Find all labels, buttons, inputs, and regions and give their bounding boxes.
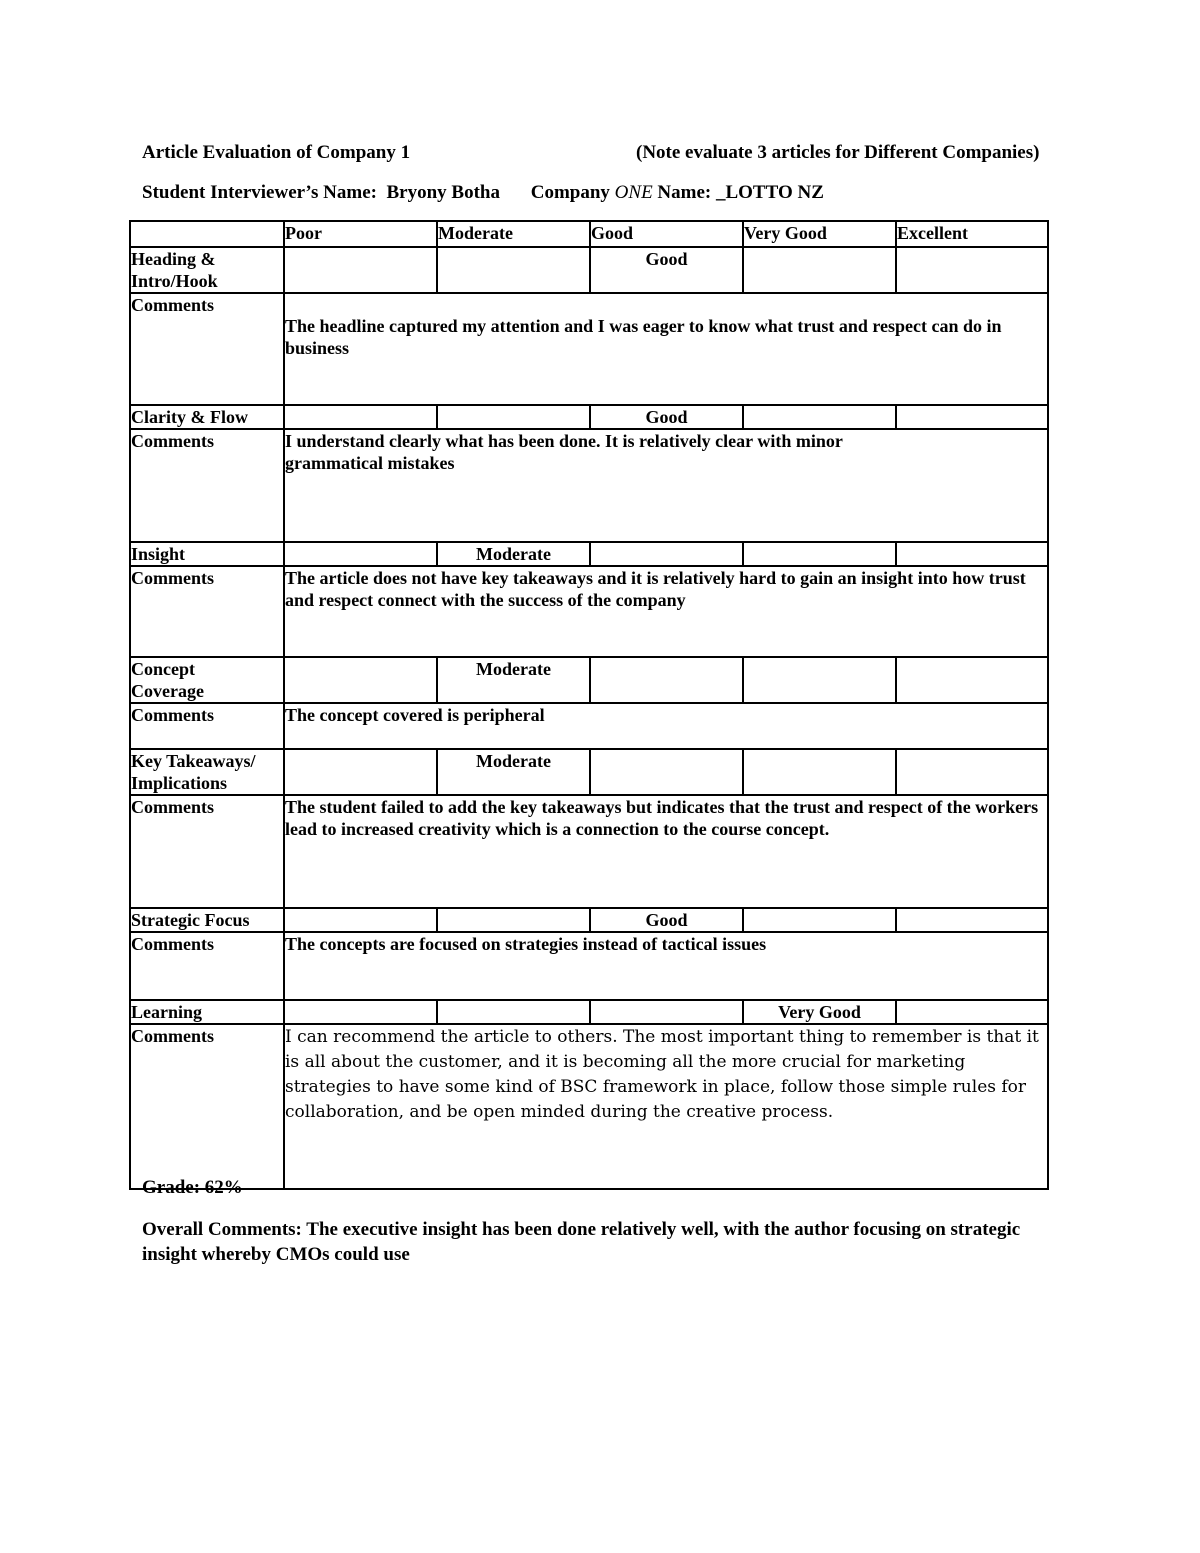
rating-value: Good: [590, 908, 743, 932]
rating-cell: [590, 542, 743, 566]
table-row: [130, 542, 1048, 566]
column-moderate: Moderate: [437, 221, 590, 247]
rating-cell: [743, 247, 896, 293]
document-title: Article Evaluation of Company 1: [142, 142, 411, 163]
rating-value: Very Good: [743, 1000, 896, 1024]
column-poor: Poor: [284, 221, 437, 247]
rating-cell: [896, 657, 1048, 703]
rating-cell: [590, 749, 743, 795]
criterion-label: Heading & Intro/Hook: [130, 247, 284, 293]
rating-cell: [284, 542, 437, 566]
column-very-good: Very Good: [743, 221, 896, 247]
comment-cell: [284, 795, 1048, 908]
rating-cell: [743, 542, 896, 566]
student-company-line: [142, 182, 824, 204]
comment-text: I understand clearly what has been done. It is relatively clear with minor grammatical mistakes: [285, 431, 843, 473]
rating-value: Good: [590, 247, 743, 293]
comment-row: [130, 795, 1048, 908]
rating-cell: [896, 542, 1048, 566]
table-row: [130, 657, 1048, 703]
rating-cell: [284, 405, 437, 429]
evaluation-table: [129, 220, 1049, 1190]
comment-cell: [284, 566, 1048, 657]
rating-cell: [743, 405, 896, 429]
rating-cell: [437, 908, 590, 932]
rating-cell: [284, 908, 437, 932]
rating-cell: [896, 908, 1048, 932]
rating-cell: [896, 749, 1048, 795]
rating-cell: [896, 247, 1048, 293]
criterion-label: Clarity & Flow: [130, 405, 284, 429]
grade: Grade: 62%: [142, 1177, 243, 1198]
comments-label: Comments: [130, 932, 284, 1000]
corner-cell: [130, 221, 284, 247]
criterion-label: Strategic Focus: [130, 908, 284, 932]
rating-scale-header: [130, 221, 1048, 247]
rating-cell: [284, 247, 437, 293]
company-name: _LOTTO NZ: [715, 182, 824, 203]
comment-cell: [284, 1024, 1048, 1189]
comment-cell: [284, 932, 1048, 1000]
rating-cell: [284, 749, 437, 795]
comment-cell: [284, 429, 1048, 542]
comment-row: [130, 703, 1048, 749]
overall-comments: Overall Comments: The executive insight has been done relatively well, with the author focusing on strategic insight whereby CMOs could use: [142, 1219, 1021, 1265]
comments-label: Comments: [130, 293, 284, 405]
comment-cell: [284, 703, 1048, 749]
criterion-label: Insight: [130, 542, 284, 566]
comment-row: [130, 1024, 1048, 1189]
student-label: Student Interviewer’s Name:: [142, 182, 377, 203]
rating-value: Moderate: [437, 749, 590, 795]
rating-cell: [437, 405, 590, 429]
comments-label: Comments: [130, 566, 284, 657]
table-row: [130, 908, 1048, 932]
table-row: [130, 247, 1048, 293]
rating-cell: [590, 657, 743, 703]
company-ordinal: ONE: [614, 182, 653, 203]
rating-value: Moderate: [437, 542, 590, 566]
table-row: [130, 405, 1048, 429]
rating-cell: [437, 247, 590, 293]
criterion-label: Learning: [130, 1000, 284, 1024]
table-row: [130, 749, 1048, 795]
comment-row: [130, 429, 1048, 542]
criterion-label: Concept Coverage: [130, 657, 284, 703]
comment-row: [130, 293, 1048, 405]
comments-label: Comments: [130, 1024, 284, 1189]
company-suffix: Name:: [657, 182, 712, 203]
rating-cell: [743, 657, 896, 703]
rating-cell: [896, 1000, 1048, 1024]
comments-label: Comments: [130, 703, 284, 749]
rating-cell: [437, 1000, 590, 1024]
comments-label: Comments: [130, 429, 284, 542]
rating-value: Moderate: [437, 657, 590, 703]
comments-label: Comments: [130, 795, 284, 908]
rating-cell: [896, 405, 1048, 429]
table-row: [130, 1000, 1048, 1024]
comment-row: [130, 932, 1048, 1000]
rating-value: Good: [590, 405, 743, 429]
rating-cell: [743, 908, 896, 932]
rating-cell: [284, 1000, 437, 1024]
comment-text: The student failed to add the key takeaways but indicates that the trust and respect of the workers lead to increased creativity which is a connection to the course concept.: [285, 797, 1039, 839]
rating-cell: [590, 1000, 743, 1024]
comment-text: The headline captured my attention and I was eager to know what trust and respect can do in business: [285, 316, 1002, 358]
column-good: Good: [590, 221, 743, 247]
comment-text: I can recommend the article to others. The most important thing to remember is that it is all about the customer, and it is becoming all the more crucial for marketing strategies to have some kind of BSC framework in place, follow those simple rules for collaboration, and be open minded during the creative process.: [285, 1027, 1039, 1122]
comment-text: The concept covered is peripheral: [285, 705, 545, 725]
column-excellent: Excellent: [896, 221, 1048, 247]
comment-text: The concepts are focused on strategies instead of tactical issues: [285, 934, 767, 954]
criterion-label: Key Takeaways/ Implications: [130, 749, 284, 795]
comment-cell: [284, 293, 1048, 405]
comment-row: [130, 566, 1048, 657]
rating-cell: [743, 749, 896, 795]
evaluation-note: (Note evaluate 3 articles for Different Companies): [636, 142, 1040, 163]
comment-text: The article does not have key takeaways and it is relatively hard to gain an insight into how trust and respect connect with the success of the company: [285, 568, 1026, 610]
company-prefix: Company: [530, 182, 610, 203]
rating-cell: [284, 657, 437, 703]
student-name: Bryony Botha: [386, 182, 500, 203]
